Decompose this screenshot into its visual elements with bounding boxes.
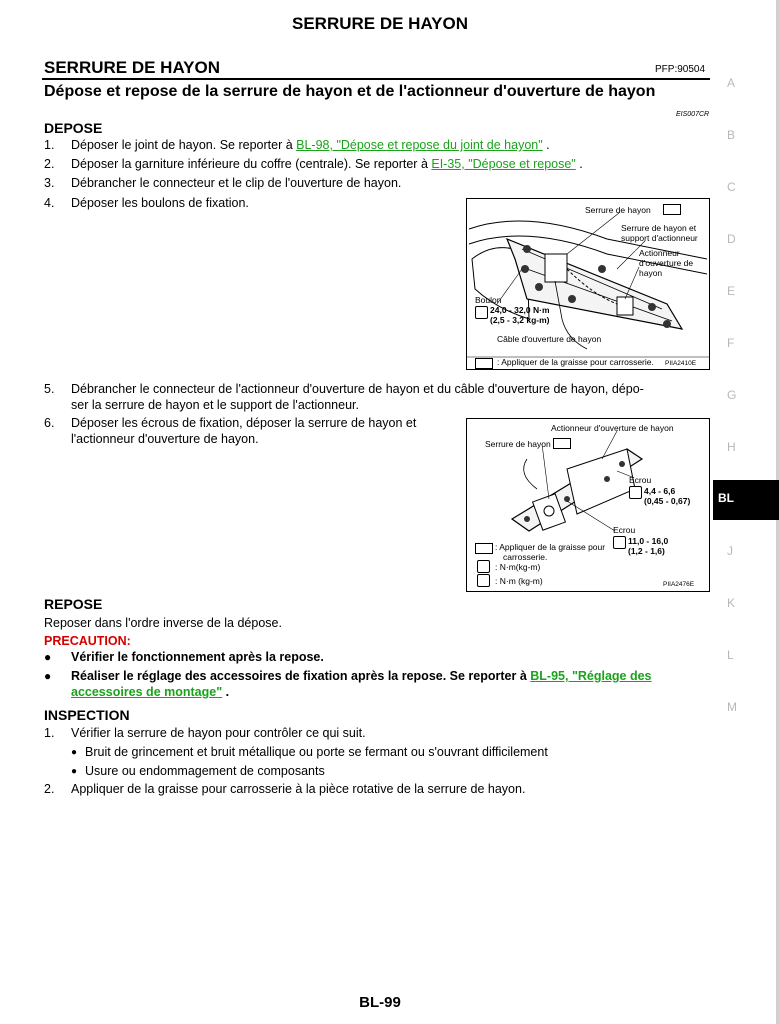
inspection-sub-2 <box>0 764 710 780</box>
figure-code: PIIA2410E <box>665 360 697 367</box>
step-text-line2: ser la serrure de hayon et le support de l'actionneur. <box>71 398 359 412</box>
inspection-sub-1 <box>0 745 710 761</box>
bullet-text-after: . <box>222 685 230 699</box>
page-number: BL-99 <box>359 994 401 1011</box>
step-text: Débrancher le connecteur et le clip de l'ouverture de hayon. <box>71 176 402 190</box>
label-lock: Serrure de hayon <box>485 439 551 449</box>
step-text: Appliquer de la graisse pour carrosserie à la pièce rotative de la serrure de hayon. <box>71 782 526 796</box>
bullet-text: Réaliser le réglage des accessoires de fixation après la repose. Se reporter à <box>71 669 531 683</box>
torque-icon <box>613 536 626 549</box>
label-cable: Câble d'ouverture de hayon <box>497 334 602 344</box>
sidebar-item-bl-label[interactable]: BL <box>718 491 734 505</box>
step-text-line1: Débrancher le connecteur de l'actionneur d'ouverture de hayon et du câble d'ouverture de hayon, dépo- <box>71 382 644 396</box>
label-lock-support-2: support d'actionneur <box>621 233 698 243</box>
step-text-line2: l'actionneur d'ouverture de hayon. <box>71 432 259 446</box>
label-torque-a1: 4,4 - 6,6 <box>644 486 676 496</box>
label-lock-support-1: Serrure de hayon et <box>621 223 697 233</box>
grease-icon <box>475 358 493 369</box>
grease-icon <box>663 204 681 215</box>
inspection-step-1 <box>0 726 710 742</box>
figure-lock-removal <box>466 198 710 370</box>
bullet-icon: ● <box>44 650 52 664</box>
step-text: Déposer les boulons de fixation. <box>71 196 249 210</box>
link-ei-35[interactable]: EI-35, "Dépose et repose" <box>431 157 576 171</box>
step-number: 4. <box>44 196 55 210</box>
figure-actuator-removal <box>466 418 710 592</box>
section-rule <box>42 78 710 80</box>
label-lock: Serrure de hayon <box>585 205 651 215</box>
label-actuator-3: hayon <box>639 268 663 278</box>
step-number: 2. <box>44 782 55 796</box>
section-title: SERRURE DE HAYON <box>44 58 221 77</box>
link-bl-98[interactable]: BL-98, "Dépose et repose du joint de hayon" <box>296 138 543 152</box>
depose-heading: DEPOSE <box>44 120 103 136</box>
sub-text: Bruit de grincement et bruit métallique ou porte se fermant ou s'ouvrant difficilement <box>85 745 548 759</box>
step-text-after: . <box>575 157 583 171</box>
bullet-icon: ● <box>71 747 78 758</box>
sidebar-item-l[interactable]: L <box>727 648 734 662</box>
sidebar-item-f[interactable]: F <box>727 336 735 350</box>
sidebar-item-k[interactable]: K <box>727 596 736 610</box>
reference-code: EIS007CR <box>676 111 710 118</box>
step-number: 1. <box>44 138 55 152</box>
sidebar-item-b[interactable]: B <box>727 128 736 142</box>
label-torque-b1: 11,0 - 16,0 <box>628 536 669 546</box>
sidebar-item-e[interactable]: E <box>727 284 736 298</box>
bullet-text: Vérifier le fonctionnement après la repose. <box>71 650 324 664</box>
depose-step-5 <box>0 382 710 398</box>
depose-step-1 <box>0 138 700 154</box>
inspection-step-2 <box>0 782 710 798</box>
torque-icon <box>477 560 490 573</box>
caution-bullet-2 <box>0 669 710 685</box>
pfp-code: PFP:90504 <box>655 64 706 75</box>
step-number: 6. <box>44 416 55 430</box>
grease-icon <box>475 543 493 554</box>
step-number: 3. <box>44 176 55 190</box>
step-text-after: . <box>542 138 550 152</box>
torque-icon <box>475 306 488 319</box>
label-actuator-1: Actionneur <box>639 248 680 258</box>
label-nut-a: Ecrou <box>629 475 652 485</box>
label-actuator-2: d'ouverture de <box>639 258 694 268</box>
step-text: Déposer le joint de hayon. Se reporter à <box>71 138 297 152</box>
header-title: SERRURE DE HAYON <box>291 14 469 33</box>
sidebar-item-h[interactable]: H <box>727 440 736 454</box>
section-subtitle: Dépose et repose de la serrure de hayon et de l'actionneur d'ouverture de hayon <box>44 83 656 100</box>
caution-bullet-2-cont <box>0 685 710 701</box>
label-actuator: Actionneur d'ouverture de hayon <box>551 423 674 433</box>
label-legend-3: : N·m (kg-m) <box>495 576 543 586</box>
torque-icon <box>477 574 490 587</box>
sidebar-item-g[interactable]: G <box>727 388 737 402</box>
sidebar-item-c[interactable]: C <box>727 180 736 194</box>
label-torque-2: (2,5 - 3,2 kg-m) <box>490 315 550 325</box>
bullet-icon: ● <box>71 766 78 777</box>
depose-step-3 <box>0 176 700 192</box>
link-bl-95[interactable]: BL-95, "Réglage des <box>530 669 652 683</box>
sidebar-item-j[interactable]: J <box>727 544 733 558</box>
bullet-icon: ● <box>44 669 52 683</box>
step-text-line1: Déposer les écrous de fixation, déposer la serrure de hayon et <box>71 416 417 430</box>
depose-step-2 <box>0 157 700 173</box>
label-torque-b2: (1,2 - 1,6) <box>628 546 665 556</box>
depose-step-6 <box>0 416 460 432</box>
link-bl-95-cont[interactable]: accessoires de montage" <box>71 685 223 699</box>
sidebar-item-m[interactable]: M <box>727 700 737 714</box>
step-text: Vérifier la serrure de hayon pour contrôler ce qui suit. <box>71 726 366 740</box>
step-number: 1. <box>44 726 55 740</box>
label-bolt: Boulon <box>475 295 502 305</box>
sub-text: Usure ou endommagement de composants <box>85 764 325 778</box>
depose-step-5-cont <box>0 398 710 414</box>
depose-step-4 <box>0 196 460 212</box>
sidebar-item-a[interactable]: A <box>727 76 736 90</box>
label-legend: : Appliquer de la graisse pour carrosserie. <box>497 357 654 367</box>
inspection-heading: INSPECTION <box>44 707 130 723</box>
label-legend-1a: : Appliquer de la graisse pour <box>495 542 606 552</box>
caution-label: PRECAUTION: <box>44 634 131 648</box>
figure-code: PIIA2476E <box>663 581 695 588</box>
label-nut-b: Ecrou <box>613 525 636 535</box>
caution-bullet-1 <box>0 650 710 666</box>
grease-icon <box>553 438 571 449</box>
repose-heading: REPOSE <box>44 596 103 612</box>
depose-step-6-cont <box>0 432 460 448</box>
repose-text: Reposer dans l'ordre inverse de la dépose. <box>44 616 282 630</box>
label-legend-2: : N·m(kg-m) <box>495 562 541 572</box>
label-legend-1b: carrosserie. <box>503 552 548 562</box>
torque-icon <box>629 486 642 499</box>
step-text: Déposer la garniture inférieure du coffre (centrale). Se reporter à <box>71 157 432 171</box>
label-torque-1: 24,0 - 32,0 N·m <box>490 305 550 315</box>
sidebar-item-d[interactable]: D <box>727 232 736 246</box>
label-torque-a2: (0,45 - 0,67) <box>644 496 691 506</box>
step-number: 2. <box>44 157 55 171</box>
step-number: 5. <box>44 382 55 396</box>
